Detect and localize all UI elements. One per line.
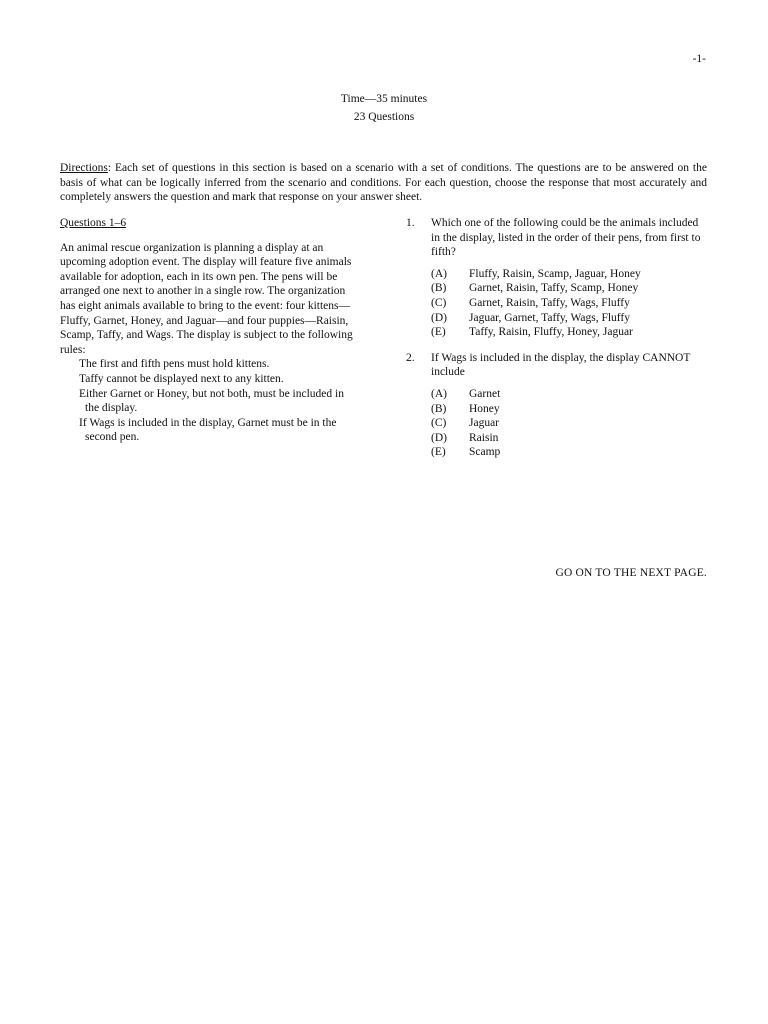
- answer-choice[interactable]: [431, 325, 708, 340]
- choice-text: Fluffy, Raisin, Scamp, Jaguar, Honey: [469, 267, 641, 280]
- question-count: 23 Questions: [353, 111, 415, 123]
- scenario-rule: Either Garnet or Honey, but not both, must be included in the display.: [79, 387, 344, 415]
- choice-letter: (D): [431, 431, 447, 444]
- choice-letter: (A): [431, 267, 447, 280]
- choice-text: Raisin: [469, 431, 499, 444]
- choice-text: Taffy, Raisin, Fluffy, Honey, Jaguar: [469, 326, 633, 339]
- choice-letter: (E): [431, 446, 446, 459]
- answer-choice[interactable]: [431, 267, 708, 282]
- answer-choice[interactable]: [431, 296, 708, 311]
- next-page-notice: GO ON TO THE NEXT PAGE.: [555, 567, 707, 579]
- page-number: -1-: [692, 53, 706, 65]
- choice-text: Jaguar, Garnet, Taffy, Wags, Fluffy: [469, 311, 631, 324]
- scenario-column: [60, 216, 360, 445]
- answer-choice[interactable]: [431, 431, 708, 446]
- answer-choice[interactable]: [431, 281, 708, 296]
- scenario-rule: If Wags is included in the display, Garnet must be in the second pen.: [79, 416, 337, 444]
- answer-choices: [431, 387, 708, 460]
- scenario-paragraph: An animal rescue organization is planning a display at an upcoming adoption event. The display will feature five animals available for adoption, each in its own pen. The pens will be arranged one next to another in a single row. The organization has eight animals available to bring to the event: four kittens—Fluffy, Garnet, Honey, and Jaguar—and four puppies—Raisin, Scamp, Taffy, and Wags. The display is subject to the following rules:: [60, 241, 353, 356]
- choice-letter: (D): [431, 311, 447, 324]
- answer-choice[interactable]: [431, 416, 708, 431]
- answer-choice[interactable]: [431, 445, 708, 460]
- choice-letter: (A): [431, 387, 447, 400]
- question-2: [406, 351, 708, 460]
- choice-letter: (B): [431, 282, 447, 295]
- choice-letter: (C): [431, 417, 447, 430]
- choice-letter: (C): [431, 296, 447, 309]
- choice-text: Garnet, Raisin, Taffy, Scamp, Honey: [469, 282, 639, 295]
- answer-choice[interactable]: [431, 402, 708, 417]
- question-stem: If Wags is included in the display, the display CANNOT include: [431, 351, 691, 379]
- questions-column: [406, 216, 708, 460]
- question-1: [406, 216, 708, 340]
- scenario-rule: The first and fifth pens must hold kittens.: [79, 358, 270, 371]
- answer-choice[interactable]: [431, 387, 708, 402]
- choice-text: Honey: [469, 402, 500, 415]
- question-group-heading: Questions 1–6: [60, 217, 127, 229]
- question-number: 2.: [406, 351, 415, 364]
- question-stem: Which one of the following could be the animals included in the display, listed in the order of their pens, from first to fifth?: [431, 217, 701, 259]
- answer-choice[interactable]: [431, 311, 708, 326]
- question-number: 1.: [406, 217, 415, 229]
- choice-text: Jaguar: [469, 417, 500, 430]
- answer-choices: [431, 267, 708, 340]
- scenario-rule: Taffy cannot be displayed next to any kitten.: [79, 372, 284, 385]
- choice-text: Scamp: [469, 446, 501, 459]
- directions-label: Directions: [60, 162, 108, 174]
- directions-text: : Each set of questions in this section is based on a scenario with a set of conditions. The questions are to be answered on the basis of what can be logically inferred from the scenario and conditions. For each question, choose the response that most accurately and completely answers the question and mark that response on your answer sheet.: [60, 162, 707, 204]
- choice-text: Garnet, Raisin, Taffy, Wags, Fluffy: [469, 296, 630, 309]
- directions: [60, 161, 707, 205]
- time-limit: Time—35 minutes: [340, 93, 428, 105]
- choice-text: Garnet: [469, 387, 501, 400]
- choice-letter: (B): [431, 402, 447, 415]
- choice-letter: (E): [431, 326, 446, 339]
